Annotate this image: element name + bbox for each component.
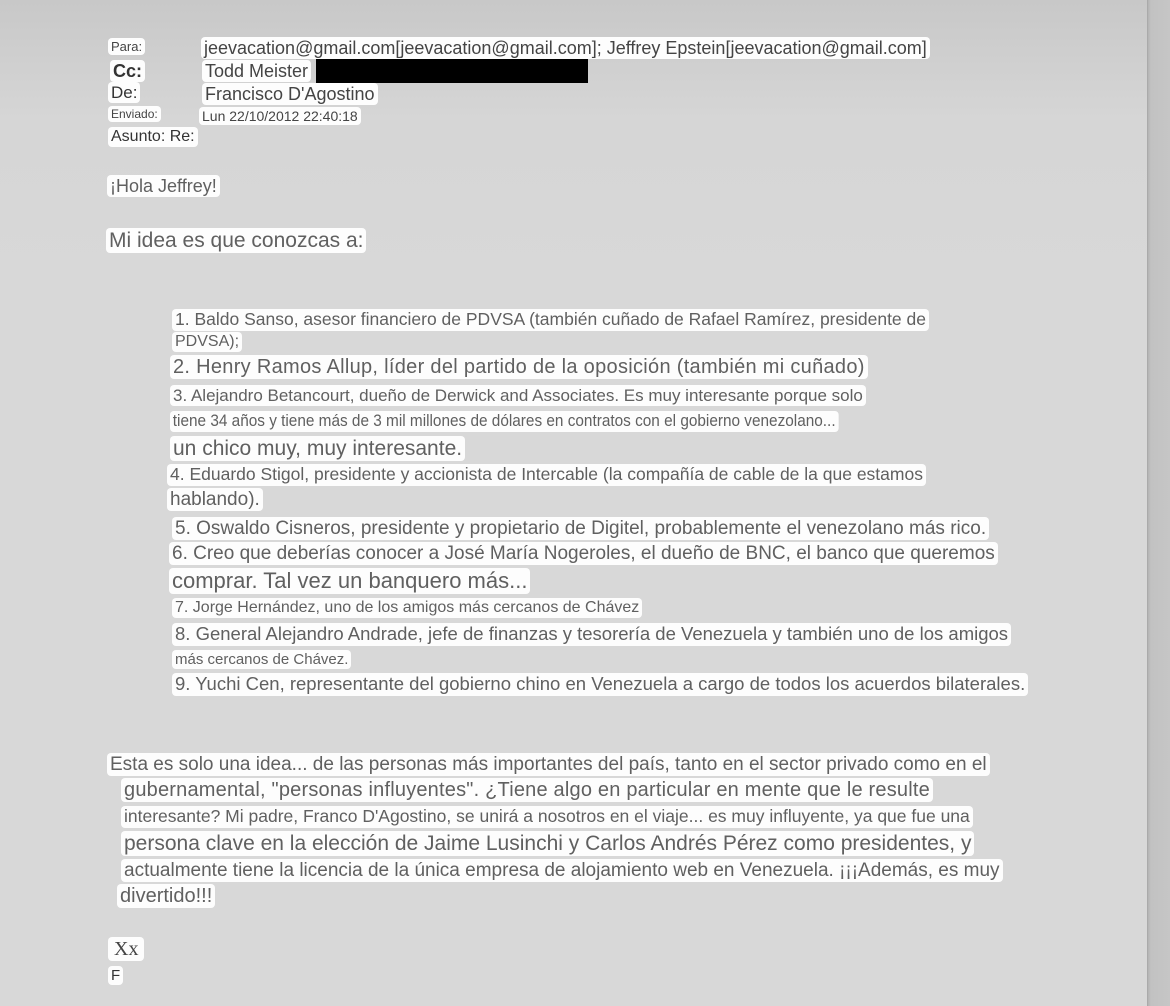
list-line: hablando).: [167, 488, 263, 511]
to-label: Para:: [108, 38, 145, 55]
list-line: más cercanos de Chávez.: [172, 650, 351, 669]
list-line: un chico muy, muy interesante.: [170, 436, 465, 461]
list-line: 4. Eduardo Stigol, presidente y accionista de Intercable (la compañía de cable de la que estamos: [167, 464, 926, 486]
from-label: De:: [108, 82, 140, 103]
closing-line: gubernamental, "personas influyentes". ¿Tiene algo en particular en mente que le resulte: [121, 778, 933, 802]
list-line: 7. Jorge Hernández, uno de los amigos más cercanos de Chávez: [172, 598, 642, 618]
list-line: 5. Oswaldo Cisneros, presidente y propietario de Digitel, probablemente el venezolano más rico.: [172, 517, 989, 540]
closing-line: persona clave en la elección de Jaime Lusinchi y Carlos Andrés Pérez como presidentes, y: [121, 831, 974, 856]
intro-text: Mi idea es que conozcas a:: [106, 228, 366, 253]
cc-value: Todd Meister: [202, 60, 311, 82]
list-line: 9. Yuchi Cen, representante del gobierno chino en Venezuela a cargo de todos los acuerdos bilaterales.: [172, 673, 1028, 696]
to-value: jeevacation@gmail.com[jeevacation@gmail.com]; Jeffrey Epstein[jeevacation@gmail.com]: [201, 37, 930, 59]
cc-label: Cc:: [110, 60, 145, 82]
list-line: 3. Alejandro Betancourt, dueño de Derwick and Associates. Es muy interesante porque solo: [170, 385, 866, 406]
list-line: 2. Henry Ramos Allup, líder del partido de la oposición (también mi cuñado): [170, 355, 868, 379]
from-value: Francisco D'Agostino: [202, 83, 378, 105]
closing-line: divertido!!!: [117, 884, 215, 908]
closing-line: Esta es solo una idea... de las personas más importantes del país, tanto en el sector privado como en el: [107, 753, 990, 776]
subject-label: Asunto: Re:: [108, 127, 198, 147]
redaction-block: [316, 59, 588, 83]
closing-line: interesante? Mi padre, Franco D'Agostino, se unirá a nosotros en el viaje... es muy influyente, ya que fue una: [121, 806, 973, 828]
sent-label: Enviado:: [108, 106, 161, 122]
list-line: 6. Creo que deberías conocer a José María Nogeroles, el dueño de BNC, el banco que queremos: [169, 542, 998, 565]
list-line: tiene 34 años y tiene más de 3 mil millones de dólares en contratos con el gobierno venezolano...: [170, 411, 838, 432]
sender-initial: F: [108, 966, 123, 985]
closing-line: actualmente tiene la licencia de la única empresa de alojamiento web en Venezuela. ¡¡¡Además, es muy: [121, 859, 1003, 882]
signoff: Xx: [108, 937, 144, 961]
sent-value: Lun 22/10/2012 22:40:18: [199, 107, 361, 125]
list-line: 1. Baldo Sanso, asesor financiero de PDVSA (también cuñado de Rafael Ramírez, presidente de: [172, 309, 929, 331]
list-line: PDVSA);: [172, 332, 242, 352]
list-line: 8. General Alejandro Andrade, jefe de finanzas y tesorería de Venezuela y también uno de los amigos: [172, 623, 1011, 646]
list-line: comprar. Tal vez un banquero más...: [169, 568, 530, 594]
greeting: ¡Hola Jeffrey!: [107, 175, 220, 197]
page-edge: [1147, 0, 1170, 1006]
